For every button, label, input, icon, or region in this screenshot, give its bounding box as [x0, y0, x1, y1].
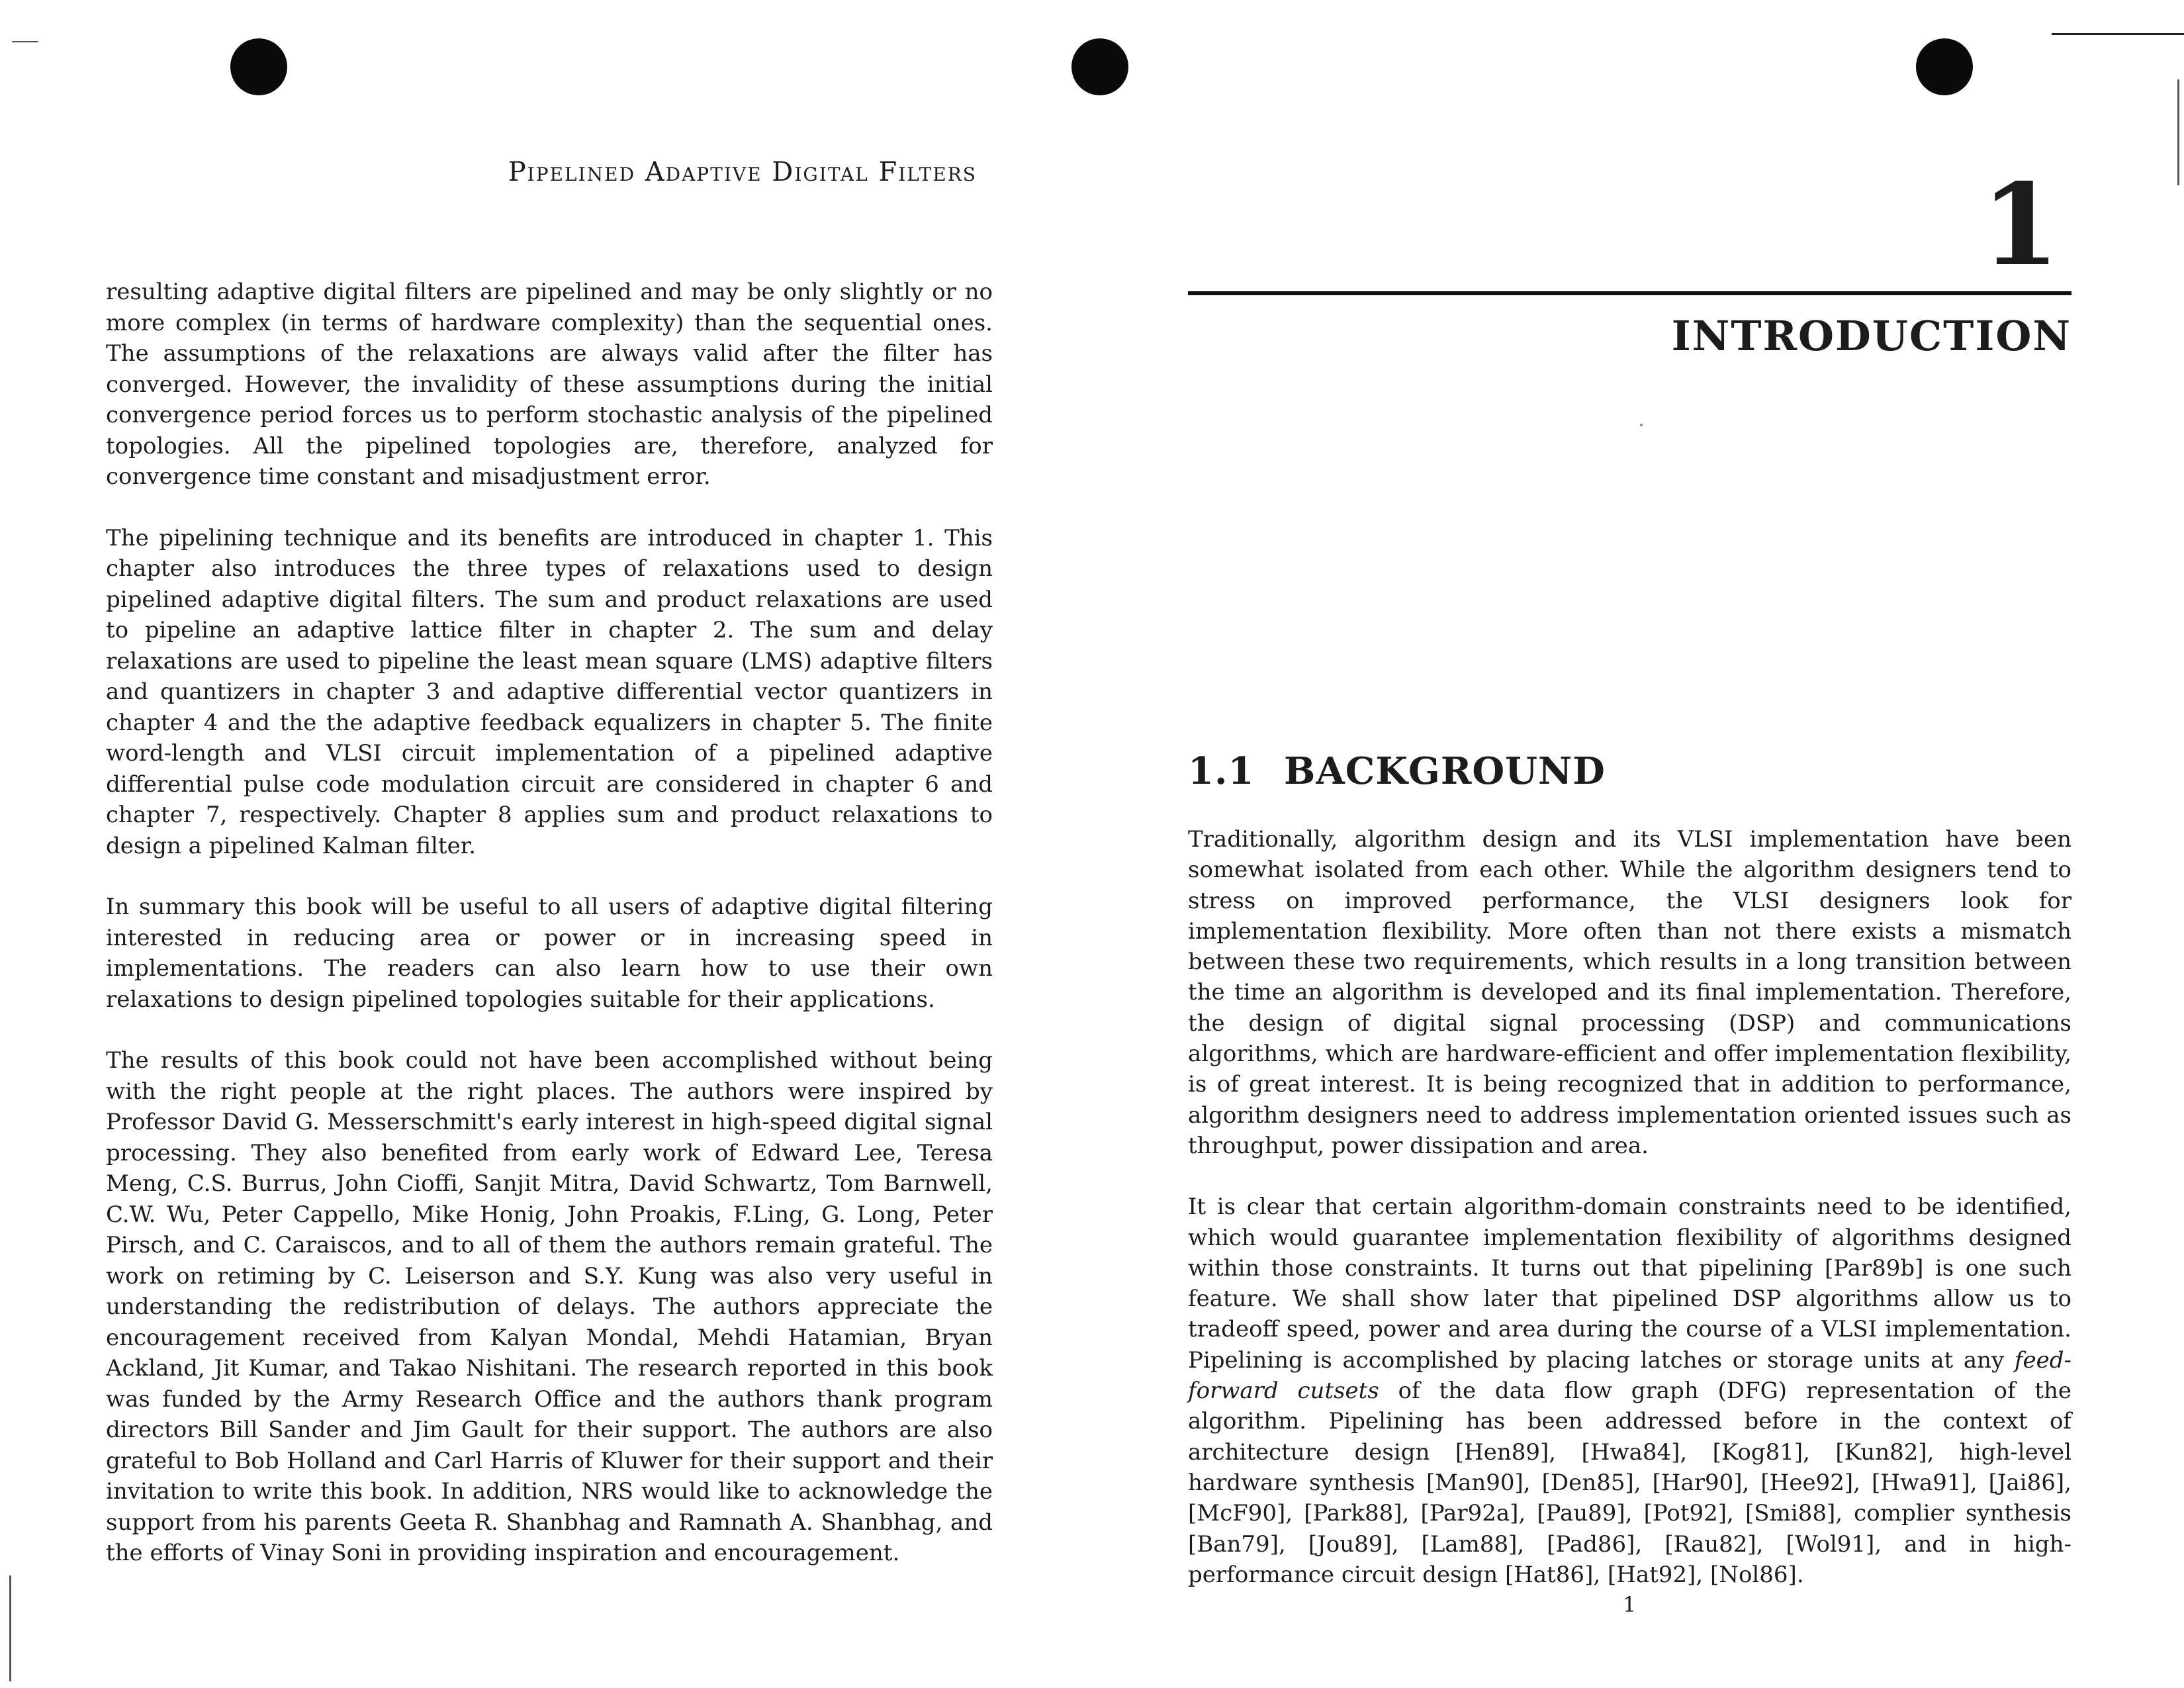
punch-hole-left [230, 38, 287, 95]
left-paragraph-3: In summary this book will be useful to all users of adaptive digital filtering interested in reducing area or power or in increasing speed in implementations. The readers can also learn how to use their own relaxations to design pipelined topologies suitable for their applications. [106, 894, 993, 1013]
section-title: BACKGROUND [1284, 749, 1606, 793]
chapter-title: INTRODUCTION [1671, 312, 2071, 360]
chapter-number: 1 [1981, 159, 2060, 291]
scan-edge-mark-bottom-left [9, 1575, 11, 1681]
right-paragraph-2-text-b: of the data flow graph (DFG) representation of the algorithm. Pipelining has been addressed before in the context of architecture design [Hen89], [Hwa84], [Kog81], [Kun82], high-level hardware synthesis [Man90], [Den85], [Har90], [Hee92], [Hwa91], [Jai86], [McF90], [Park88], [Par92a], [Pau89], [Pot92], [Smi88], complier synthesis [Ban79], [Jou89], [Lam88], [Pad86], [Rau82], [Wol91], and in high-performance circuit design [Hat86], [Hat92], [Nol86]. [1188, 1378, 2072, 1588]
section-heading [1188, 748, 1606, 794]
chapter-rule [1188, 291, 2071, 295]
running-head: Pipelined Adaptive Digital Filters [508, 157, 977, 187]
punch-hole-right [1916, 38, 1973, 95]
scan-speck [1640, 424, 1643, 426]
right-paragraph-2-text-a: It is clear that certain algorithm-domain constraints need to be identified, which would guarantee implementation flexibility of algorithms designed within those constraints. It turns out that pipelining [Par89b] is one such feature. We shall show later that pipelined DSP algorithms allow us to tradeoff speed, power and area during the course of a VLSI implementation. Pipelining is accomplished by placing latches or storage units at any [1188, 1194, 2071, 1374]
punch-hole-center [1071, 38, 1128, 95]
scan-edge-mark-right [2177, 79, 2179, 185]
left-paragraph-4: The results of this book could not have been accomplished without being with the right people at the right places. The authors were inspired by Professor David G. Messerschmitt's early interest in high-speed digital signal processing. They also benefited from early work of Edward Lee, Teresa Meng, C.S. Burrus, John Cioffi, Sanjit Mitra, David Schwartz, Tom Barnwell, C.W. Wu, Peter Cappello, Mike Honig, John Proakis, F.Ling, G. Long, Peter Pirsch, and C. Caraiscos, and to all of them the authors remain grateful. The work on retiming by C. Leiserson and S.Y. Kung was also very useful in understanding the redistribution of delays. The authors appreciate the encouragement received from Kalyan Mondal, Mehdi Hatamian, Bryan Ackland, Jit Kumar, and Takao Nishitani. The research reported in this book was funded by the Army Research Office and the authors thank program directors Bill Sander and Jim Gault for their support. The authors are also grateful to Bob Holland and Carl Harris of Kluwer for their support and their invitation to write this book. In addition, NRS would like to acknowledge the support from his parents Geeta R. Shanbhag and Ramnath A. Shanbhag, and the efforts of Vinay Soni in providing inspiration and encouragement. [106, 1047, 993, 1566]
right-page [1188, 159, 2072, 1588]
emphasized-term: feed-forward cutsets [1188, 1346, 2071, 1405]
right-paragraph-2 [1188, 1192, 2071, 1590]
page-number: 1 [1622, 1592, 1637, 1617]
scan-edge-mark-top-right [2052, 33, 2184, 35]
right-paragraph-1: Traditionally, algorithm design and its VLSI implementation have been somewhat isolated from each other. While the algorithm designers tend to stress on improved performance, the VLSI designers look for implementation flexibility. More often than not there exists a mismatch between these two requirements, which results in a long transition between the time an algorithm is developed and its final implementation. Therefore, the design of digital signal processing (DSP) and communications algorithms, which are hardware-efficient and offer implementation flexibility, is of great interest. It is being recognized that in addition to performance, algorithm designers need to address implementation oriented issues such as throughput, power dissipation and area. [1188, 826, 2071, 1159]
scan-edge-mark-top-left [12, 41, 38, 42]
right-body [1188, 824, 2071, 1620]
section-number: 1.1 [1188, 749, 1255, 793]
left-paragraph-1: resulting adaptive digital filters are pipelined and may be only slightly or no more complex (in terms of hardware complexity) than the sequential ones. The assumptions of the relaxations are always valid after the filter has converged. However, the invalidity of these assumptions during the initial convergence period forces us to perform stochastic analysis of the pipelined topologies. All the pipelined topologies are, therefore, analyzed for convergence time constant and misadjustment error. [106, 279, 993, 490]
left-paragraph-2: The pipelining technique and its benefits are introduced in chapter 1. This chapter also introduces the three types of relaxations used to design pipelined adaptive digital filters. The sum and product relaxations are used to pipeline an adaptive lattice filter in chapter 2. The sum and delay relaxations are used to pipeline the least mean square (LMS) adaptive filters and quantizers in chapter 3 and adaptive differential vector quantizers in chapter 4 and the the adaptive feedback equalizers in chapter 5. The finite word-length and VLSI circuit implementation of a pipelined adaptive differential pulse code modulation circuit are considered in chapter 6 and chapter 7, respectively. Chapter 8 applies sum and product relaxations to design a pipelined Kalman filter. [106, 524, 993, 859]
left-page [106, 152, 993, 1599]
